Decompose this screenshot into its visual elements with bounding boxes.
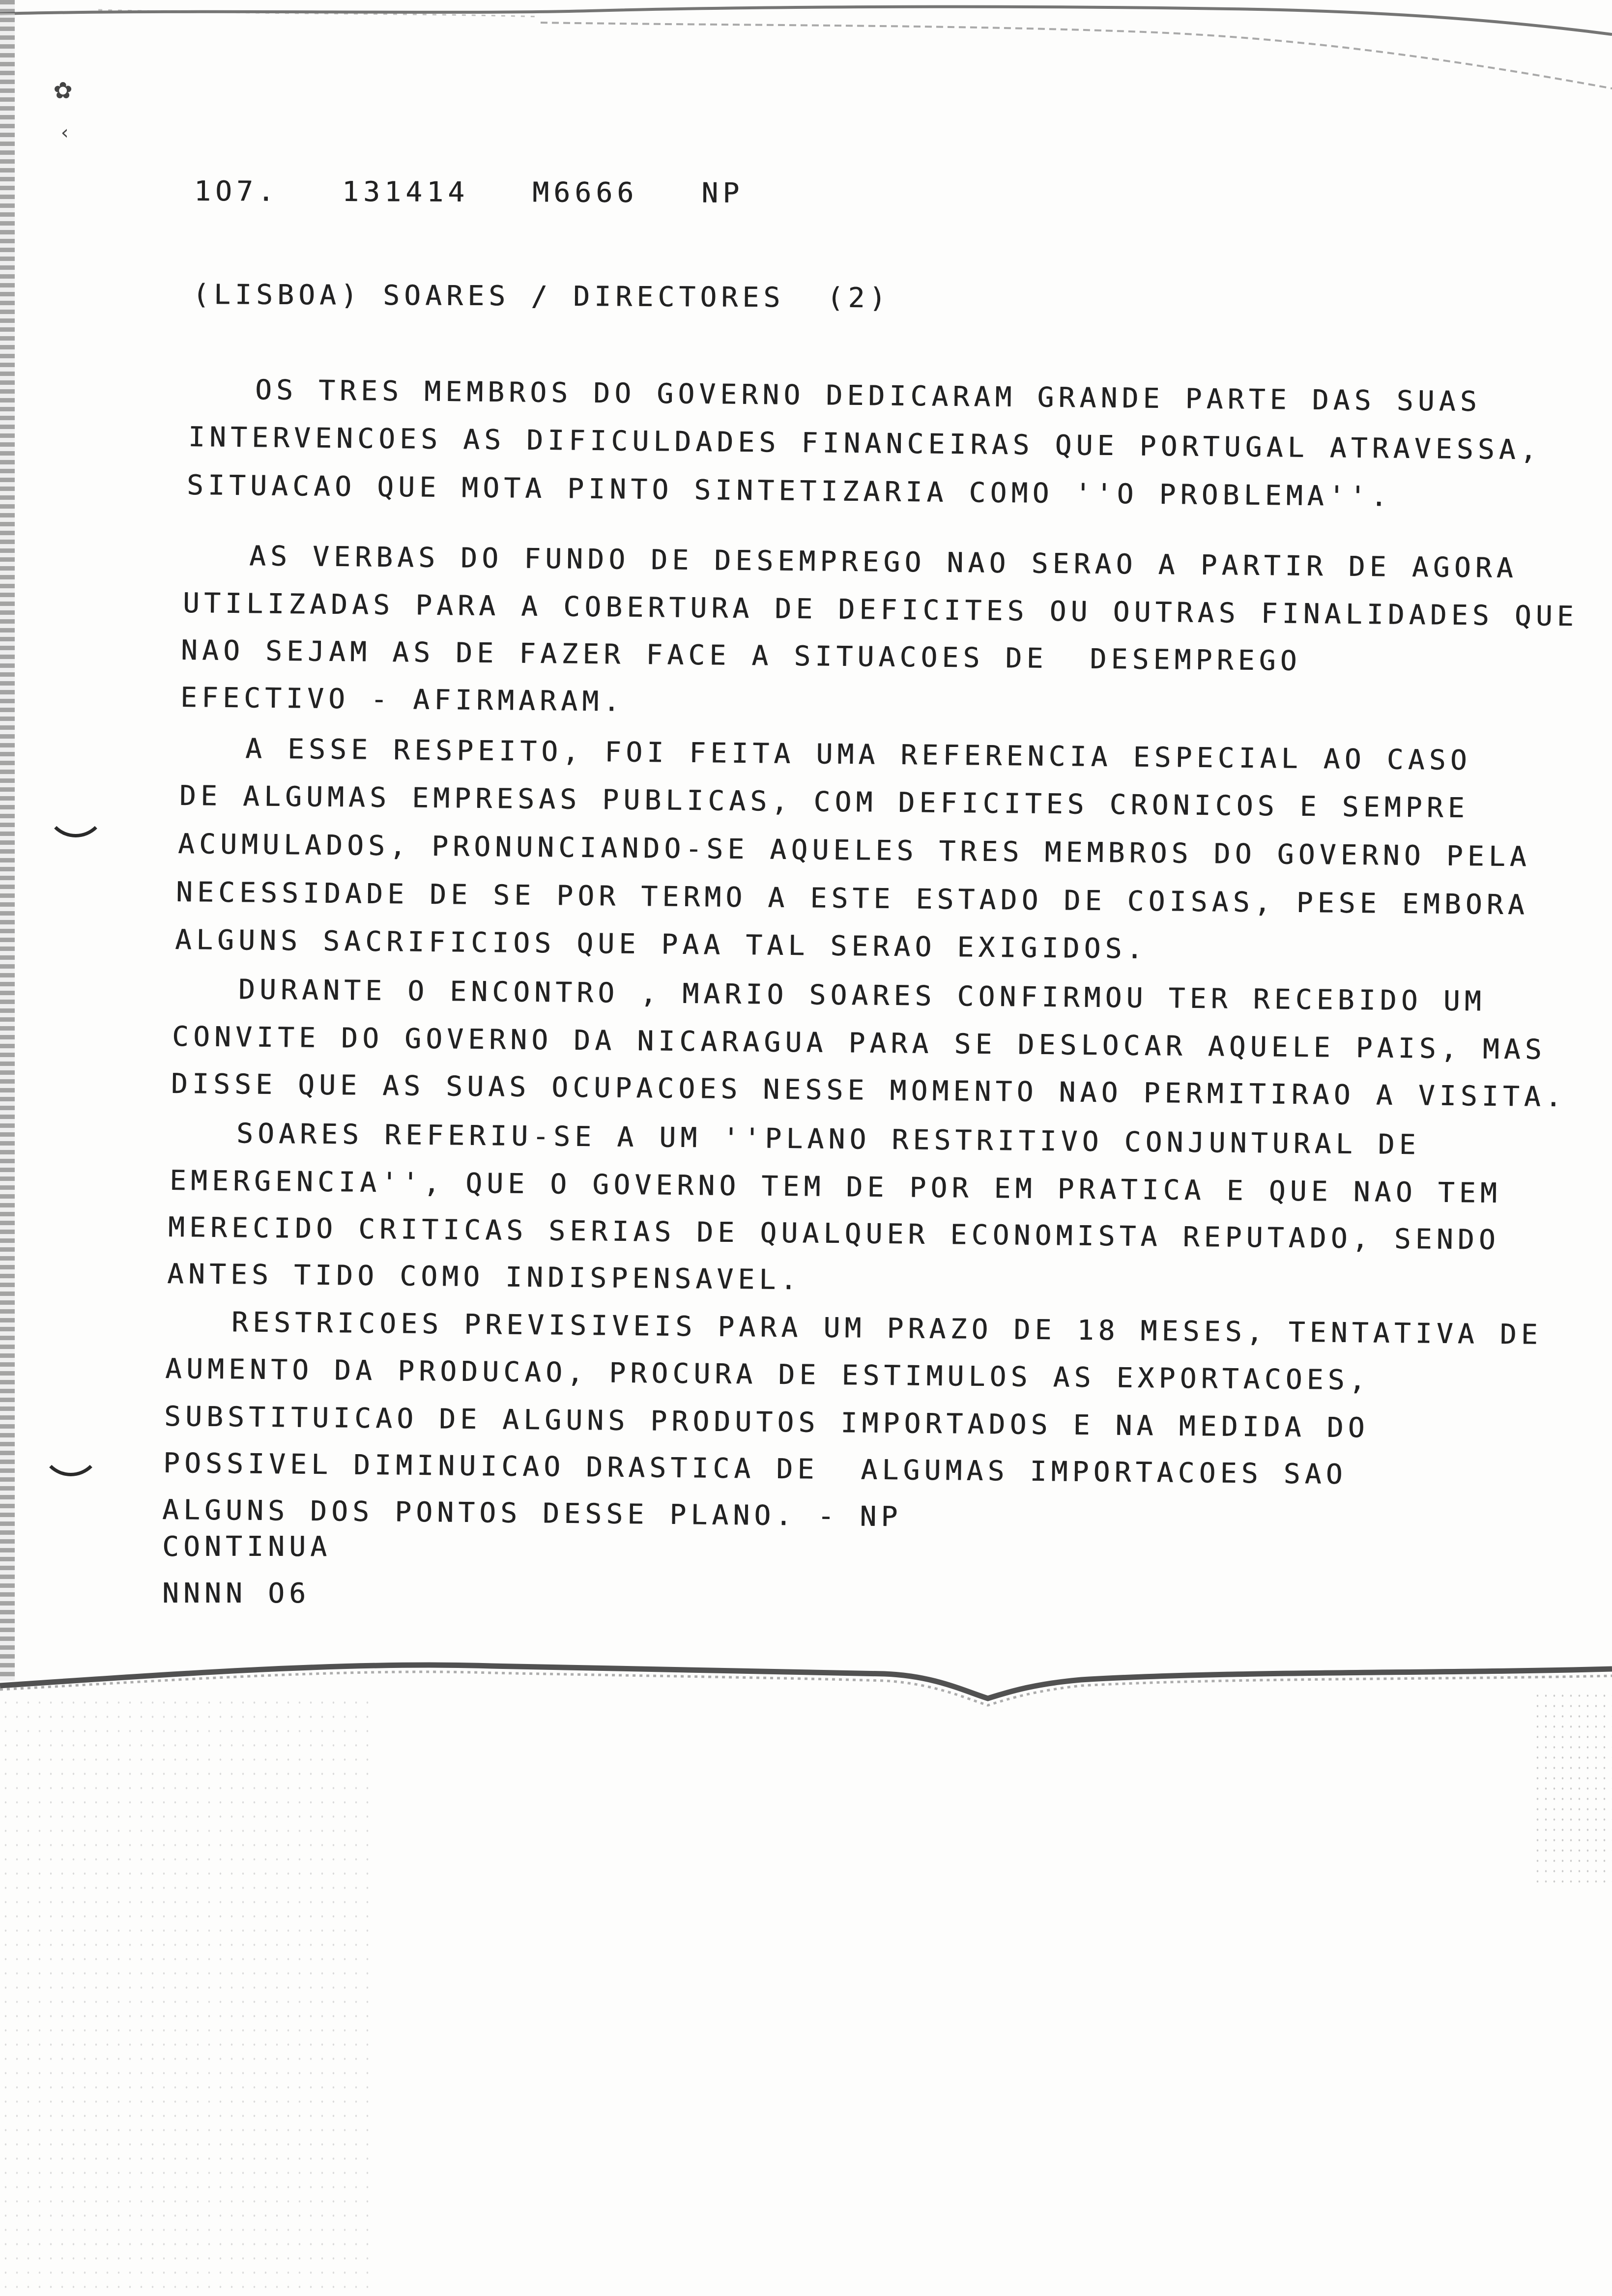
body-line: DISSE QUE AS SUAS OCUPACOES NESSE MOMENTO NAO PERMITIRAO A VISITA. [171, 1068, 1567, 1114]
body-line: MERECIDO CRITICAS SERIAS DE QUALQUER ECONOMISTA REPUTADO, SENDO [168, 1211, 1500, 1257]
body-line: SOARES REFERIU-SE A UM ''PLANO RESTRITIVO CONJUNTURAL DE [173, 1117, 1421, 1161]
header-line: 1O7. 131414 M6666 NP [194, 175, 744, 209]
body-line: A ESSE RESPEITO, FOI FEITA UMA REFERENCIA ESPECIAL AO CASO [181, 732, 1472, 777]
body-line: UTILIZADAS PARA A COBERTURA DE DEFICITES OU OUTRAS FINALIDADES QUE [182, 587, 1579, 633]
speckle-noise [0, 1695, 374, 2296]
body-line: EFECTIVO - AFIRMARAM. [180, 682, 625, 718]
body-line: SITUACAO QUE MOTA PINTO SINTETIZARIA COMO ''O PROBLEMA''. [186, 469, 1392, 513]
body-line: OS TRES MEMBROS DO GOVERNO DEDICARAM GRANDE PARTE DAS SUAS [191, 373, 1482, 418]
body-line: DE ALGUMAS EMPRESAS PUBLICAS, COM DEFICITES CRONICOS E SEMPRE [179, 780, 1469, 825]
body-line: CONVITE DO GOVERNO DA NICARAGUA PARA SE DESLOCAR AQUELE PAIS, MAS [172, 1021, 1547, 1066]
body-line: NECESSIDADE DE SE POR TERMO A ESTE ESTADO DE COISAS, PESE EMBORA [175, 876, 1529, 921]
body-line: NAO SEJAM AS DE FAZER FACE A SITUACOES DE DESEMPREGO [180, 634, 1302, 677]
ink-smudge: ‹ [59, 121, 71, 144]
body-line: EMERGENCIA'', QUE O GOVERNO TEM DE POR EM PRATICA E QUE NAO TEM [169, 1165, 1502, 1210]
body-line: AUMENTO DA PRODUCAO, PROCURA DE ESTIMULOS AS EXPORTACOES, [165, 1353, 1371, 1397]
body-line: ALGUNS DOS PONTOS DESSE PLANO. - NP [162, 1494, 902, 1533]
body-line: POSSIVEL DIMINUICAO DRASTICA DE ALGUMAS IMPORTACOES SAO [163, 1447, 1348, 1491]
continua-marker: CONTINUA [162, 1531, 332, 1563]
body-line: DURANTE O ENCONTRO , MARIO SOARES CONFIRMOU TER RECEBIDO UM [174, 973, 1486, 1018]
footer-code: NNNN O6 [162, 1578, 311, 1609]
body-line: ALGUNS SACRIFICIOS QUE PAA TAL SERAO EXIGIDOS. [174, 924, 1148, 965]
slug-line: (LISBOA) SOARES / DIRECTORES (2) [192, 279, 891, 315]
ink-smudge: ✿ [54, 71, 72, 106]
body-line: INTERVENCOES AS DIFICULDADES FINANCEIRAS QUE PORTUGAL ATRAVESSA, [188, 421, 1542, 466]
body-line: AS VERBAS DO FUNDO DE DESEMPREGO NAO SERAO A PARTIR DE AGORA [185, 540, 1518, 585]
body-line: SUBSTITUICAO DE ALGUNS PRODUTOS IMPORTADOS E NA MEDIDA DO [164, 1401, 1370, 1444]
body-line: ACUMULADOS, PRONUNCIANDO-SE AQUELES TRES MEMBROS DO GOVERNO PELA [177, 828, 1531, 873]
body-line: RESTRICOES PREVISIVEIS PARA UM PRAZO DE 18 MESES, TENTATIVA DE [168, 1306, 1543, 1351]
body-line: ANTES TIDO COMO INDISPENSAVEL. [167, 1258, 802, 1296]
speckle-noise-right [1533, 1691, 1612, 1887]
